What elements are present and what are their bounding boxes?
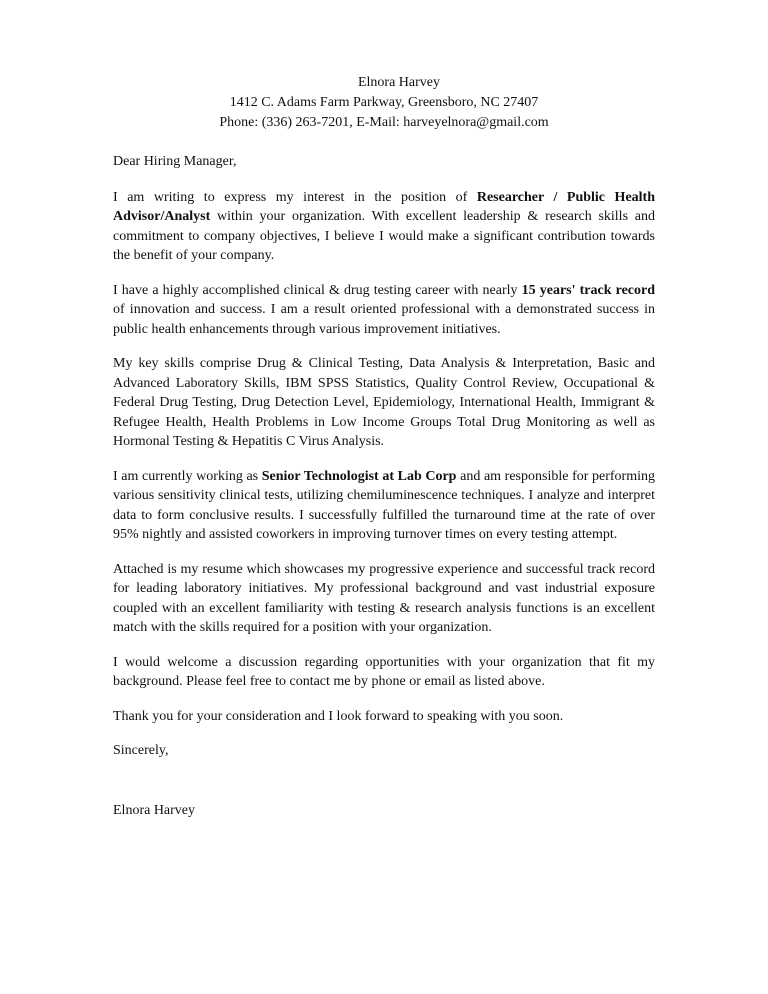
paragraph-current-role <box>113 467 655 545</box>
paragraph-interest <box>113 188 655 266</box>
signature: Elnora Harvey <box>113 802 196 818</box>
paragraph-experience <box>113 281 655 340</box>
paragraph-interest-text-2: within your organization. With excellent leadership & research skills and commitment to company objectives, I believe I would make a significant contribution towards the benefit of your company. <box>113 209 655 263</box>
sender-name: Elnora Harvey <box>357 75 441 90</box>
current-role-title: Senior Technologist at Lab Corp <box>261 468 457 484</box>
letter-header <box>0 73 768 133</box>
paragraph-resume: Attached is my resume which showcases my progressive experience and successful track record for leading laboratory initiatives. My professional background and vast industrial exposure coupled with an excellent familiarity with testing & research analysis functions is an excellent match with the skills required for a position with your organization. <box>113 561 655 635</box>
paragraph-current-role-text-1: I am currently working as <box>113 468 262 484</box>
paragraph-thanks: Thank you for your consideration and I look forward to speaking with you soon. <box>113 708 564 724</box>
sender-address: 1412 C. Adams Farm Parkway, Greensboro, NC 27407 <box>229 95 539 110</box>
experience-highlight: 15 years' track record <box>521 282 656 298</box>
position-title: Researcher / Public Health Advisor/Analyst <box>113 189 655 224</box>
letter-body <box>113 152 655 835</box>
paragraph-discussion: I would welcome a discussion regarding opportunities with your organization that fit my background. Please feel free to contact me by phone or email as listed above. <box>113 654 655 689</box>
paragraph-interest-text-1: I am writing to express my interest in the position of <box>113 189 477 205</box>
salutation: Dear Hiring Manager, <box>113 154 237 169</box>
paragraph-experience-text-1: I have a highly accomplished clinical & drug testing career with nearly <box>113 282 522 298</box>
paragraph-skills: My key skills comprise Drug & Clinical Testing, Data Analysis & Interpretation, Basic and Advanced Laboratory Skills, IBM SPSS Statistics, Quality Control Review, Occupational & Federal Drug Testing, Drug Detection Level, Epidemiology, International Health, Immigrant & Refugee Health, Health Problems in Low Income Groups Total Drug Monitoring as well as Hormonal Testing & Hepatitis C Virus Analysis. <box>113 356 655 449</box>
paragraph-experience-text-2: of innovation and success. I am a result oriented professional with a demonstrated success in public health enhancements through various improvement initiatives. <box>113 302 655 337</box>
paragraph-current-role-text-2: and am responsible for performing various sensitivity clinical tests, utilizing chemiluminescence techniques. I analyze and interpret data to form conclusive results. I successfully fulfilled the turnaround time at the rate of over 95% nightly and assisted coworkers in improving turnover times on every testing attempt. <box>113 468 655 542</box>
closing: Sincerely, <box>113 743 169 758</box>
sender-contact: Phone: (336) 263-7201, E-Mail: harveyelnora@gmail.com <box>219 115 549 130</box>
